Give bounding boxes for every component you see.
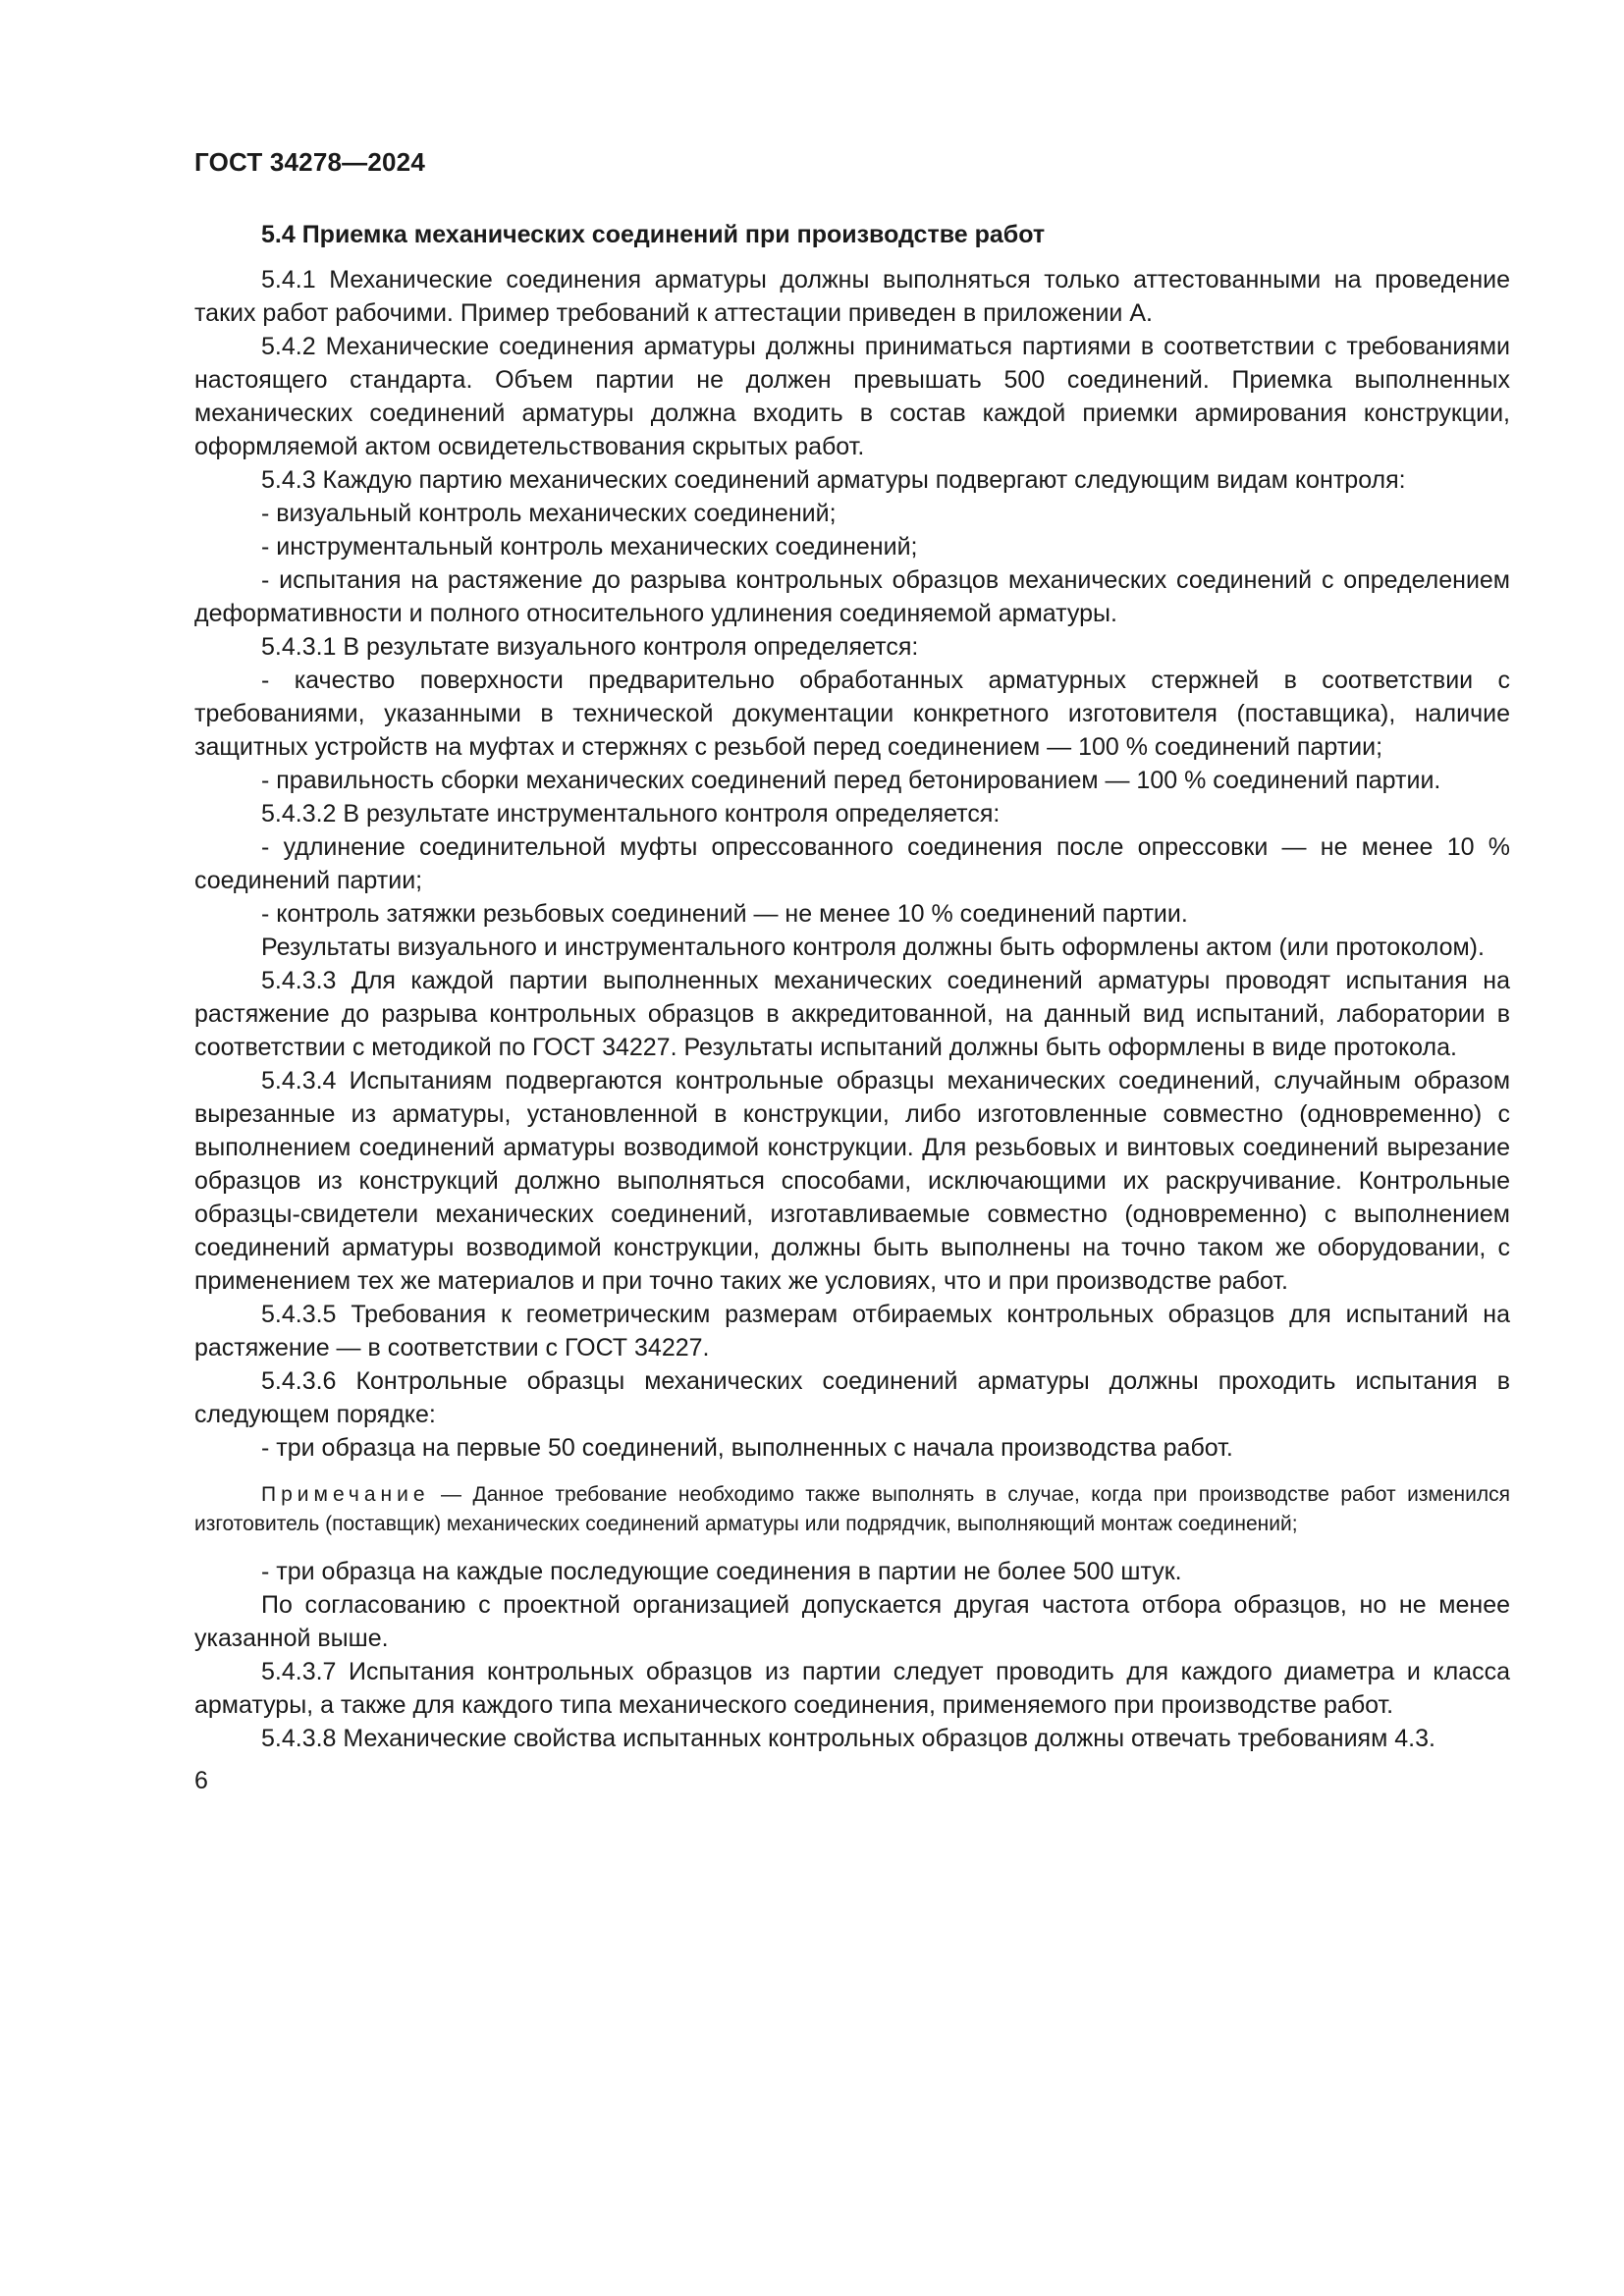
note-text: — Данное требование необходимо также выполнять в случае, когда при производстве работ изменился изготовитель (поставщик) механических соединений арматуры или подрядчик, выполняющий монтаж соединений;	[194, 1483, 1510, 1535]
paragraph-5-4-3-3: 5.4.3.3 Для каждой партии выполненных механических соединений арматуры проводят испытания на растяжение до разрыва контрольных образцов в аккредитованной, на данный вид испытаний, лаборатории в соответствии с методикой по ГОСТ 34227. Результаты испытаний должны быть оформлены в виде протокола.	[194, 967, 1510, 1061]
paragraph-5-4-3: 5.4.3 Каждую партию механических соединений арматуры подвергают следующим видам контроля:	[261, 466, 1406, 494]
section-title: 5.4 Приемка механических соединений при производстве работ	[261, 221, 1046, 248]
list-item: - качество поверхности предварительно обработанных арматурных стержней в соответствии с требованиями, указанными в технической документации конкретного изготовителя (поставщика), наличие защитных устройств на муфтах и стержнях с резьбой перед соединением — 100 % соединений партии;	[194, 667, 1510, 761]
paragraph-5-4-3-4: 5.4.3.4 Испытаниям подвергаются контрольные образцы механических соединений, случайным образом вырезанные из арматуры, установленной в конструкции, либо изготовленные совместно (одновременно) с выполнением соединений арматуры возводимой конструкции. Для резьбовых и винтовых соединений вырезание образцов из конструкций должно выполняться способами, исключающими их раскручивание. Контрольные образцы-свидетели механических соединений, изготавливаемые совместно (одновременно) с выполнением соединений арматуры возводимой конструкции, должны быть выполнены на точно таком же оборудовании, с применением тех же материалов и при точно таких же условиях, что и при производстве работ.	[194, 1067, 1510, 1295]
paragraph-text: По согласованию с проектной организацией допускается другая частота отбора образцов, но не менее указанной выше.	[194, 1591, 1510, 1652]
list-item: - три образца на каждые последующие соединения в партии не более 500 штук.	[261, 1558, 1182, 1585]
paragraph-5-4-3-1: 5.4.3.1 В результате визуального контроля определяется:	[261, 633, 919, 661]
note	[194, 1480, 1510, 1539]
list-item: - инструментальный контроль механических соединений;	[261, 533, 918, 561]
paragraph-5-4-2: 5.4.2 Механические соединения арматуры должны приниматься партиями в соответствии с требованиями настоящего стандарта. Объем партии не должен превышать 500 соединений. Приемка выполненных механических соединений арматуры должна входить в состав каждой приемки армирования конструкции, оформляемой актом освидетельствования скрытых работ.	[194, 333, 1510, 460]
list-item: - правильность сборки механических соединений перед бетонированием — 100 % соединений партии.	[261, 767, 1441, 794]
document-page	[194, 147, 1510, 1795]
list-item: - испытания на растяжение до разрыва контрольных образцов механических соединений с определением деформативности и полного относительного удлинения соединяемой арматуры.	[194, 566, 1510, 627]
paragraph-5-4-1: 5.4.1 Механические соединения арматуры должны выполняться только аттестованными на проведение таких работ рабочими. Пример требований к аттестации приведен в приложении А.	[194, 266, 1510, 327]
note-label: Примечание	[261, 1483, 430, 1506]
list-item: - контроль затяжки резьбовых соединений — не менее 10 % соединений партии.	[261, 900, 1188, 928]
paragraph-text: Результаты визуального и инструментального контроля должны быть оформлены актом (или протоколом).	[261, 934, 1485, 961]
paragraph-5-4-3-5: 5.4.3.5 Требования к геометрическим размерам отбираемых контрольных образцов для испытаний на растяжение — в соответствии с ГОСТ 34227.	[194, 1301, 1510, 1362]
list-item: - удлинение соединительной муфты опрессованного соединения после опрессовки — не менее 10 % соединений партии;	[194, 833, 1510, 894]
standard-header: ГОСТ 34278—2024	[194, 147, 425, 177]
page-number: 6	[194, 1767, 208, 1794]
paragraph-5-4-3-6: 5.4.3.6 Контрольные образцы механических соединений арматуры должны проходить испытания в следующем порядке:	[194, 1367, 1510, 1428]
list-item: - визуальный контроль механических соединений;	[261, 500, 837, 527]
paragraph-5-4-3-7: 5.4.3.7 Испытания контрольных образцов из партии следует проводить для каждого диаметра и класса арматуры, а также для каждого типа механического соединения, применяемого при производстве работ.	[194, 1658, 1510, 1719]
paragraph-5-4-3-8: 5.4.3.8 Механические свойства испытанных контрольных образцов должны отвечать требованиям 4.3.	[261, 1725, 1435, 1752]
list-item: - три образца на первые 50 соединений, выполненных с начала производства работ.	[261, 1434, 1233, 1462]
paragraph-5-4-3-2: 5.4.3.2 В результате инструментального контроля определяется:	[261, 800, 1001, 828]
